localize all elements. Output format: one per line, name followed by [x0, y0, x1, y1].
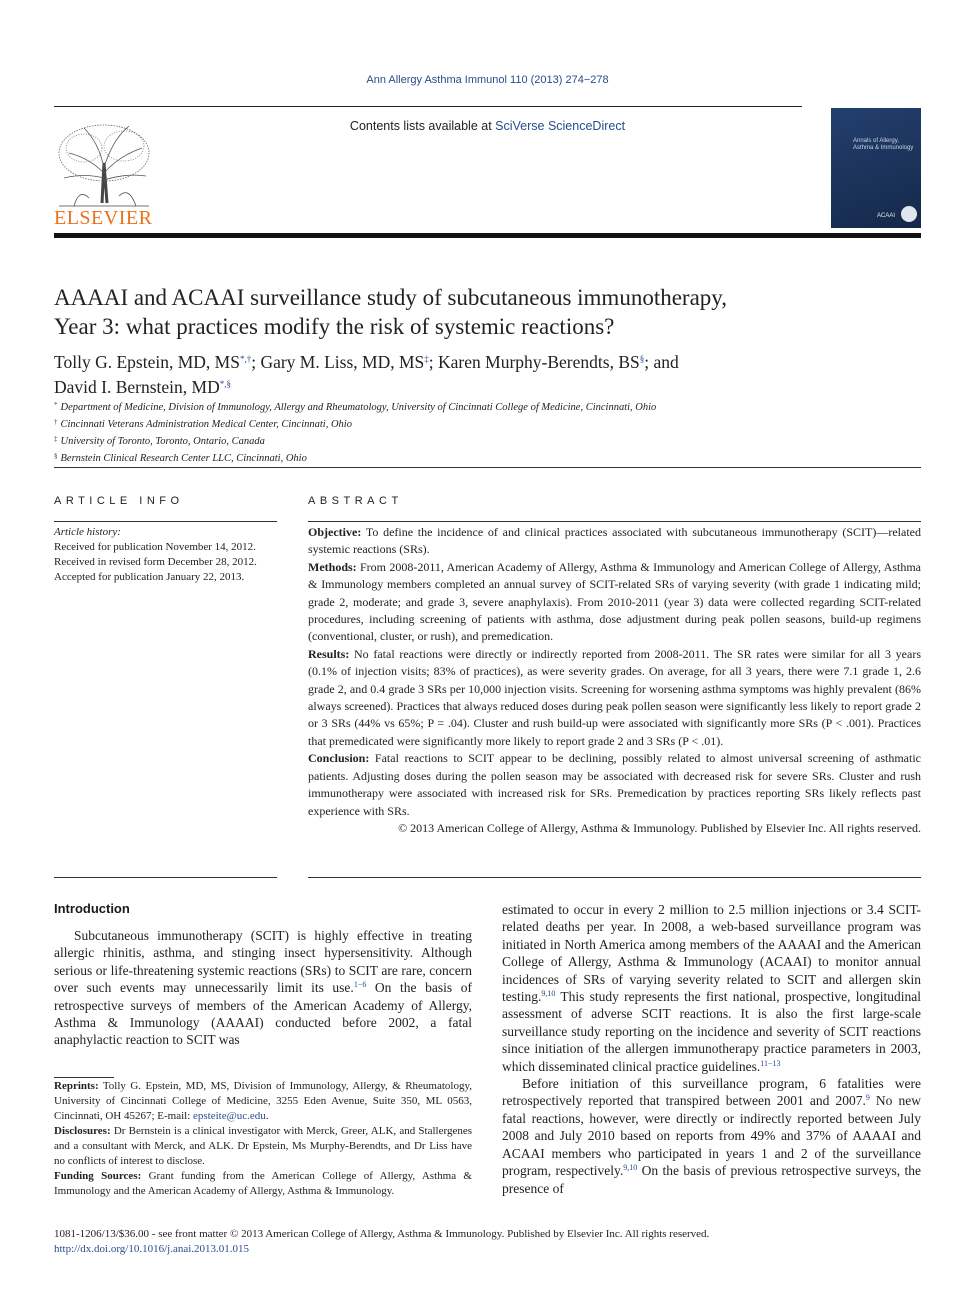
authors-line-1 — [54, 348, 924, 373]
header-rule — [54, 106, 802, 107]
objective-text: To define the incidence of and clinical practices associated with subcutaneous immunotherapy (SCIT)—related systemic reactions (SRs). — [308, 525, 921, 557]
cover-title: Annals of Allergy, Asthma & Immunology — [853, 138, 914, 151]
issn-line: 1081-1206/13/$36.00 - see front matter © 2013 American College of Allergy, Asthma & Immunology. Published by Elsevier Inc. All rights reserved. — [54, 1228, 710, 1240]
reprints-label: Reprints: — [54, 1080, 99, 1092]
author-affil-marker[interactable]: ‡ — [424, 354, 429, 364]
contents-prefix: Contents lists available at — [349, 119, 496, 133]
history-label: Article history: — [54, 526, 121, 538]
article-info-end-rule — [54, 877, 277, 878]
elsevier-wordmark: ELSEVIER — [54, 207, 153, 229]
author-affil-marker[interactable]: *,§ — [219, 379, 231, 389]
accepted-date: Accepted for publication January 22, 2013. — [54, 571, 245, 583]
abstract-objective — [308, 524, 921, 559]
affiliation-text: Bernstein Clinical Research Center LLC, Cincinnati, Ohio — [60, 453, 307, 464]
sciencedirect-link[interactable]: SciVerse ScienceDirect — [495, 119, 626, 133]
doi-link[interactable]: http://dx.doi.org/10.1016/j.anai.2013.01.015 — [54, 1243, 250, 1255]
disclosures-footnote — [54, 1124, 472, 1169]
citation-link[interactable]: 9 — [865, 1093, 870, 1103]
methods-text: From 2008-2011, American Academy of Allergy, Asthma & Immunology and American College of Allergy, Asthma & Immunology members completed an annual survey of SCIT-related SRs of varying severity (with grade 1 indicating mild; grade 2, moderate; and grade 3, severe anaphylaxis). From 2010-2011 (year 3) data were collected regarding SCIT-related procedures, including screening of patients with asthma, dose adjustment during peak pollen seasons, build-up regimens (conventional, cluster, or rush), and premedication. — [308, 559, 921, 644]
section-rule — [54, 467, 921, 468]
funding-footnote — [54, 1169, 472, 1199]
intro-paragraph-1 — [54, 927, 472, 1049]
author-affil-marker[interactable]: *,† — [239, 354, 252, 364]
body-right-column — [502, 901, 921, 1197]
author-separator: ; and — [644, 352, 679, 372]
author-separator: ; — [428, 352, 439, 372]
author-list — [54, 348, 924, 398]
title-line-1: AAAAI and ACAAI surveillance study of subcutaneous immunotherapy, — [54, 285, 728, 310]
body-text: Subcutaneous immunotherapy (SCIT) is highly effective in treating allergic rhinitis, asthma, and stinging insect hypersensitivity. Although serious or life-threatening systemic reactions (SRs) to SCIT are rare, concern over such events may unnecessarily limit its use. — [54, 928, 472, 996]
abstract-copyright: © 2013 American College of Allergy, Asthma & Immunology. Published by Elsevier Inc. All rights reserved. — [398, 820, 921, 835]
article-title — [54, 283, 924, 341]
affiliations — [54, 398, 924, 466]
author-name[interactable]: Tolly G. Epstein, MD, MS — [54, 352, 240, 372]
abstract-end-rule — [308, 877, 921, 878]
header-thick-rule — [54, 233, 921, 238]
affiliation-symbol: † — [54, 418, 58, 426]
affiliation-item — [54, 415, 924, 432]
abstract-methods — [308, 559, 921, 646]
intro-paragraph-1-cont — [502, 901, 921, 1075]
title-line-2: Year 3: what practices modify the risk of systemic reactions? — [54, 314, 615, 339]
article-info-rule — [54, 521, 277, 522]
citation-link[interactable]: 9,10 — [623, 1163, 638, 1173]
conclusion-text: Fatal reactions to SCIT appear to be declining, possibly related to almost universal screening of asthmatic patients. Adjusting doses during the pollen season may be associated with decreased risk for severe SRs. Cluster and rush immunotherapy were associated with increased risk for SRs. Premedication by practices reporting SRs likely reflects past experience with SRs. — [308, 751, 921, 818]
affiliation-symbol: * — [54, 401, 58, 409]
journal-reference[interactable]: Ann Allergy Asthma Immunol 110 (2013) 274−278 — [366, 74, 609, 86]
citation-link[interactable]: 1−6 — [353, 980, 367, 990]
results-label: Results: — [308, 646, 350, 661]
citation-link[interactable]: 9,10 — [541, 989, 556, 999]
author-name[interactable]: David I. Bernstein, MD — [54, 377, 220, 397]
contents-line — [0, 119, 975, 133]
received-date: Received for publication November 14, 2012. — [54, 541, 256, 553]
affiliation-symbol: § — [54, 452, 58, 460]
footnote-rule — [54, 1077, 114, 1078]
email-link[interactable]: epsteite@uc.edu — [193, 1110, 266, 1122]
abstract-results — [308, 646, 921, 750]
introduction-heading: Introduction — [54, 901, 130, 916]
objective-label: Objective: — [308, 525, 362, 539]
results-text: No fatal reactions were directly or indirectly reported from 2008-2011. The SR rates were similar for all 3 years (0.1% of injection visits; 83% of practices), as were severity grades. On average, for all 3 years, there were 7.1 grade 1, 2.6 grade 2, and 0.4 grade 3 SRs per 10,000 injection visits. Screening for worsening asthma symptoms was highly prevalent (86% always screened). Practices that always reduced doses during peak pollen season were significantly less likely to report grade 2 or 3 SRs (44% vs 65%; P = .04). Cluster and rush build-up were associated with significantly more SRs (P < .001). Practices that premedicated were significantly more likely to report grade 2 and 3 SRs (P < .01). — [308, 646, 921, 748]
journal-cover-thumbnail[interactable] — [831, 108, 921, 228]
author-name[interactable]: Gary M. Liss, MD, MS — [260, 352, 425, 372]
article-history — [54, 525, 277, 585]
author-separator: ; — [251, 352, 261, 372]
footnotes — [54, 1079, 472, 1199]
body-text: On the basis of previous retrospective surveys, the presence of — [502, 1163, 921, 1196]
funding-text: Grant funding from the American College of Allergy, Asthma & Immunology and the American Academy of Allergy, Asthma & Immunology. — [54, 1170, 472, 1197]
cover-acaai-mark: ACAAI — [877, 213, 896, 219]
body-text: Before initiation of this surveillance program, 6 fatalities were retrospectively reported that transpired between 2001 and 2007. — [502, 1076, 921, 1109]
affiliation-item — [54, 449, 924, 466]
abstract-body — [308, 524, 921, 837]
article-info-heading: ARTICLE INFO — [54, 495, 184, 507]
authors-line-2 — [54, 373, 924, 398]
methods-label: Methods: — [308, 559, 357, 574]
abstract-rule — [308, 521, 921, 522]
affiliation-text: University of Toronto, Toronto, Ontario, Canada — [60, 436, 265, 447]
affiliation-text: Cincinnati Veterans Administration Medical Center, Cincinnati, Ohio — [60, 419, 352, 430]
body-text: estimated to occur in every 2 million to 2.5 million injections or 3.4 SCIT-related deaths per year. In 2008, a web-based surveillance program was initiated in North America among members of the AAAAI and the American College of Allergy, Asthma & Immunology (ACAAI) to monitor annual incidences of SRs of varying severity related to SCIT and allergen skin testing. — [502, 902, 921, 1005]
page-footer — [54, 1227, 924, 1257]
author-affil-marker[interactable]: § — [639, 354, 645, 364]
body-text: No new fatal reactions, however, were directly or indirectly reported between July 2008 and July 2010 based on reports from 49% and 37% of AAAAI and ACAAI members who participated in years 1 and 2 of the surveillance program, respectively. — [502, 1093, 921, 1179]
cover-seal-icon — [901, 206, 917, 222]
affiliation-item — [54, 398, 924, 415]
affiliation-item — [54, 432, 924, 449]
reprints-footnote — [54, 1079, 472, 1124]
body-text: This study represents the first national, prospective, longitudinal assessment of adverse SCIT reactions. It is also the first large-scale surveillance study reporting on the incidence and severity of SCIT reactions since initiation of the allergen immunotherapy practice parameters in 2003, which disseminated clinical practice guidelines. — [502, 989, 921, 1074]
abstract-heading: ABSTRACT — [308, 495, 403, 507]
intro-paragraph-2 — [502, 1075, 921, 1197]
affiliation-text: Department of Medicine, Division of Immunology, Allergy and Rheumatology, University of Cincinnati College of Medicine, Cincinnati, Ohio — [60, 402, 657, 413]
citation-link[interactable]: 11−13 — [760, 1058, 781, 1068]
affiliation-symbol: ‡ — [54, 435, 58, 443]
funding-label: Funding Sources: — [54, 1170, 142, 1182]
disclosures-text: Dr Bernstein is a clinical investigator with Merck, Greer, ALK, and Stallergenes and a consultant with Merck, and ALK. Dr Epstein, Ms Murphy-Berendts, and Dr Liss have no conflicts of interest to disclose. — [54, 1125, 472, 1167]
reprints-end: . — [265, 1110, 269, 1122]
disclosures-label: Disclosures: — [54, 1125, 111, 1137]
author-name[interactable]: Karen Murphy-Berendts, BS — [438, 352, 640, 372]
reprints-text: Tolly G. Epstein, MD, MS, Division of Immunology, Allergy, & Rheumatology, University of Cincinnati College of Medicine, 3255 Eden Avenue, Suite 350, ML 0563, Cincinnati, OH 45267; E-mail: — [54, 1080, 472, 1122]
conclusion-label: Conclusion: — [308, 751, 370, 766]
body-text: On the basis of retrospective surveys of members of the American Academy of Allergy, Asthma & Immunology (AAAAI) conducted before 2002, a fatal anaphylactic reaction to SCIT was — [54, 980, 472, 1048]
abstract-conclusion — [308, 750, 921, 820]
body-left-column — [54, 927, 472, 1049]
revised-date: Received in revised form December 28, 2012. — [54, 556, 257, 568]
